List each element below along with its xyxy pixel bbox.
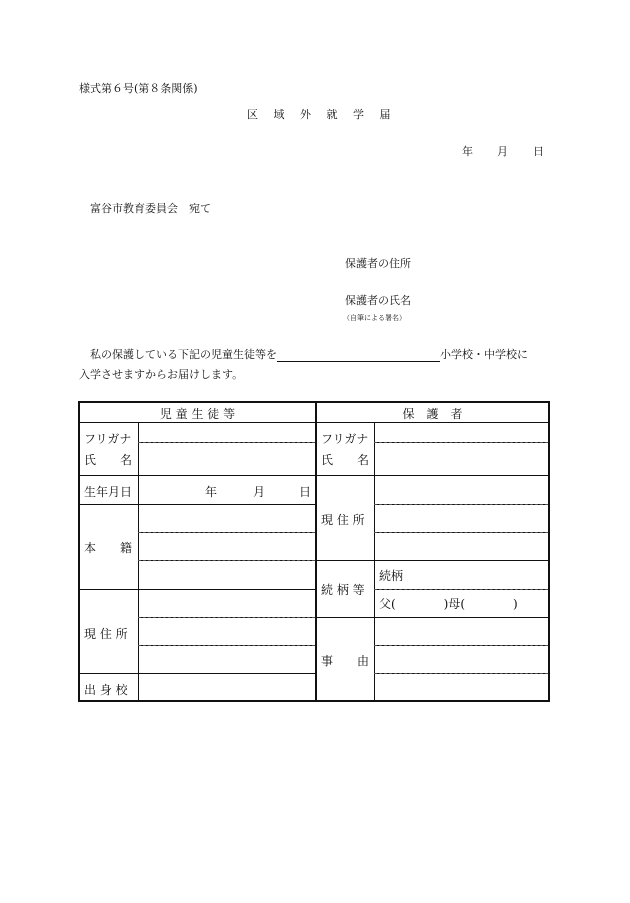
statement-post: 小学校・中学校に <box>440 348 528 361</box>
birth-year: 年 <box>205 485 218 499</box>
relationship-value: 続柄 <box>379 569 404 583</box>
right-furigana-dash <box>374 442 548 443</box>
guardian-name-label: 氏 名 <box>321 453 370 467</box>
form-title: 区 域 外 就 学 届 <box>247 108 397 121</box>
origin-school-label: 出 身 校 <box>84 683 128 697</box>
birth-month: 月 <box>253 485 266 499</box>
birthdate-label: 生年月日 <box>84 485 133 499</box>
name-label: 氏 名 <box>84 453 133 467</box>
guardian-name-label: 保護者の氏名 <box>345 294 411 307</box>
birth-day: 日 <box>299 485 312 499</box>
date-day: 日 <box>533 145 544 158</box>
guardian-furigana-label: フリガナ <box>321 432 369 446</box>
registration-table <box>78 401 550 702</box>
left-row-line-3 <box>80 589 315 590</box>
left-honseki-dash-2 <box>138 560 315 561</box>
form-number: 様式第６号(第８条関係) <box>79 82 198 95</box>
right-address-dash-2 <box>374 532 548 533</box>
relationship-label: 続 柄 等 <box>321 583 365 597</box>
table-header-line <box>80 422 548 423</box>
right-relation-dash <box>374 589 548 590</box>
signature-note: （自筆による署名） <box>343 314 406 322</box>
left-honseki-dash-1 <box>138 532 315 533</box>
right-label-divider <box>374 423 375 700</box>
student-address-label: 現 住 所 <box>84 627 128 641</box>
statement-line-2: 入学させますからお届けします。 <box>79 368 244 381</box>
right-address-dash-1 <box>374 504 548 505</box>
left-label-divider <box>138 423 139 700</box>
right-row-line-1 <box>317 475 548 476</box>
left-row-line-1 <box>80 475 315 476</box>
guardian-address-label: 現 住 所 <box>321 513 365 527</box>
right-reason-dash-1 <box>374 645 548 646</box>
guardian-header: 保 護 者 <box>402 407 463 421</box>
left-address-dash-1 <box>138 617 315 618</box>
date-month: 月 <box>497 145 508 158</box>
right-row-line-2 <box>317 560 548 561</box>
reason-label: 事 由 <box>321 654 370 668</box>
statement-pre: 私の保護している下記の児童生徒等を <box>90 348 277 361</box>
honseki-label: 本 籍 <box>84 541 133 555</box>
table-center-divider <box>315 403 317 700</box>
left-row-line-2 <box>80 504 315 505</box>
guardian-address-label: 保護者の住所 <box>345 257 411 270</box>
school-name-blank[interactable] <box>277 349 440 362</box>
parent-fill: 父( )母( ) <box>379 597 518 611</box>
left-row-line-4 <box>80 673 315 674</box>
left-furigana-dash <box>138 442 315 443</box>
right-reason-dash-2 <box>374 673 548 674</box>
right-row-line-3 <box>317 617 548 618</box>
student-header: 児 童 生 徒 等 <box>159 407 236 421</box>
date-year: 年 <box>462 145 473 158</box>
statement-line-1 <box>90 346 528 362</box>
addressee: 富谷市教育委員会 宛て <box>90 202 211 215</box>
furigana-label: フリガナ <box>84 432 132 446</box>
left-address-dash-2 <box>138 645 315 646</box>
